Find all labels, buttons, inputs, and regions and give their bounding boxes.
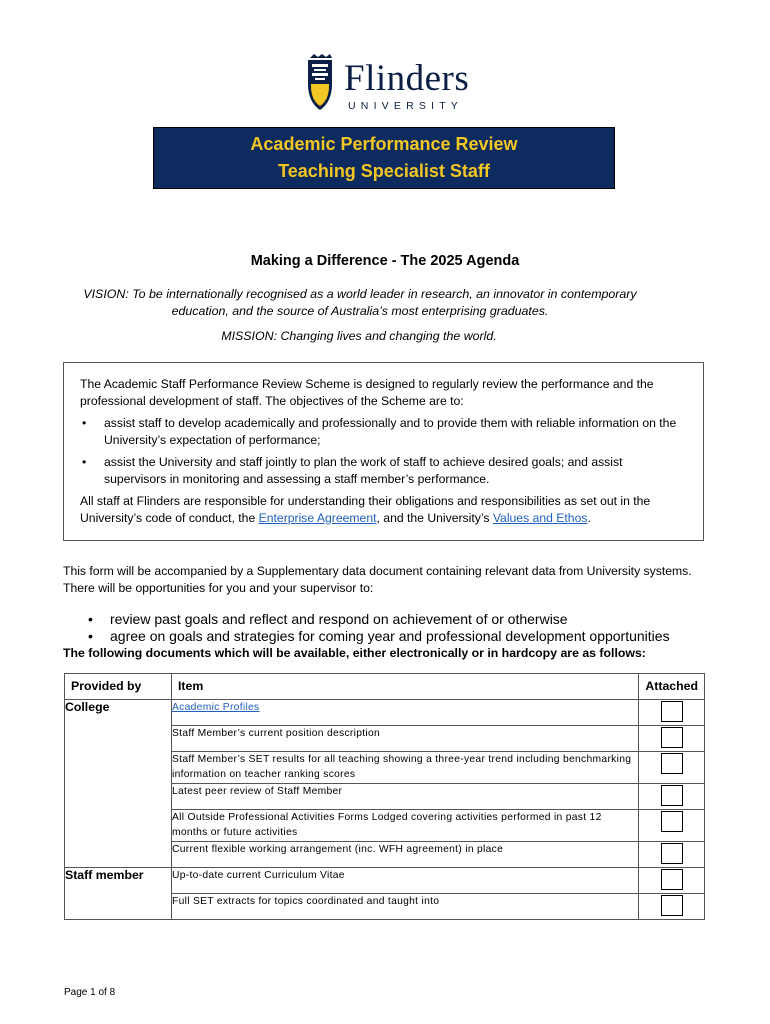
- attached-cell: [639, 726, 705, 752]
- university-crest-icon: [302, 54, 338, 112]
- attached-checkbox[interactable]: [661, 753, 683, 774]
- closing-text-mid: , and the University’s: [376, 510, 493, 525]
- agenda-heading: Making a Difference - The 2025 Agenda: [250, 253, 520, 269]
- attached-checkbox[interactable]: [661, 869, 683, 890]
- attached-cell: [639, 784, 705, 810]
- attached-checkbox[interactable]: [661, 895, 683, 916]
- documents-table: [64, 673, 705, 920]
- item-cell: Full SET extracts for topics coordinated and taught into: [172, 894, 639, 920]
- title-banner: [153, 127, 615, 189]
- attached-cell: [639, 810, 705, 842]
- logo-wordmark: Flinders: [344, 58, 470, 99]
- table-row: [65, 700, 705, 726]
- academic-profiles-link[interactable]: Academic Profiles: [172, 702, 260, 713]
- objectives-list: [80, 415, 687, 487]
- item-cell: Staff Member’s SET results for all teaching showing a three-year trend including benchmarking information on teacher ranking scores: [172, 752, 639, 784]
- enterprise-agreement-link[interactable]: Enterprise Agreement: [258, 510, 377, 525]
- scheme-closing: [80, 493, 687, 526]
- provider-cell: College: [65, 700, 172, 868]
- table-row: [65, 868, 705, 894]
- attached-checkbox[interactable]: [661, 701, 683, 722]
- attached-cell: [639, 894, 705, 920]
- scheme-intro: The Academic Staff Performance Review Scheme is designed to regularly review the performance and the professional development of staff. The objectives of the Scheme are to:: [80, 377, 654, 408]
- objective-item: • assist staff to develop academically and professionally and to provide them with reliable information on the University’s expectation of performance;: [80, 415, 687, 448]
- table-header-row: [65, 674, 705, 700]
- attached-checkbox[interactable]: [661, 727, 683, 748]
- item-cell: Up-to-date current Curriculum Vitae: [172, 868, 639, 894]
- goal-item: • review past goals and reflect and respond on achievement of or otherwise: [88, 611, 728, 628]
- goals-list: [88, 611, 728, 645]
- page-number: Page 1 of 8: [64, 987, 116, 998]
- attached-cell: [639, 752, 705, 784]
- item-cell: Staff Member’s current position description: [172, 726, 639, 752]
- attached-checkbox[interactable]: [661, 785, 683, 806]
- documents-heading: The following documents which will be available, either electronically or in hardcopy are as follows:: [63, 646, 646, 660]
- item-cell: All Outside Professional Activities Forms Lodged covering activities performed in past 12 months or future activities: [172, 810, 639, 842]
- header-item: Item: [172, 674, 639, 700]
- item-cell: Current flexible working arrangement (inc. WFH agreement) in place: [172, 842, 639, 868]
- header-provided-by: Provided by: [65, 674, 172, 700]
- form-intro-text: This form will be accompanied by a Supplementary data document containing relevant data from University systems. There will be opportunities for you and your supervisor to:: [63, 564, 692, 595]
- closing-text: All staff at Flinders are responsible for understanding their obligations and responsibilities as set out in the University’s code of conduct, the: [80, 494, 651, 525]
- banner-title: Academic Performance Review: [250, 134, 518, 154]
- logo-university-text: UNIVERSITY: [348, 100, 464, 112]
- attached-checkbox[interactable]: [661, 811, 683, 832]
- banner-subtitle: Teaching Specialist Staff: [278, 161, 490, 181]
- attached-checkbox[interactable]: [661, 843, 683, 864]
- item-cell: Latest peer review of Staff Member: [172, 784, 639, 810]
- provider-cell: Staff member: [65, 868, 172, 920]
- goal-item: • agree on goals and strategies for coming year and professional development opportunities: [88, 628, 728, 645]
- scheme-info-box: [63, 362, 704, 541]
- mission-statement: MISSION: Changing lives and changing the world.: [221, 329, 497, 343]
- attached-cell: [639, 700, 705, 726]
- header-attached: Attached: [639, 674, 705, 700]
- objective-item: • assist the University and staff jointly to plan the work of staff to achieve desired goals; and assist supervisors in monitoring and assessing a staff member’s performance.: [80, 454, 687, 487]
- closing-text-end: .: [587, 510, 591, 525]
- item-cell: [172, 700, 639, 726]
- attached-cell: [639, 868, 705, 894]
- attached-cell: [639, 842, 705, 868]
- values-ethos-link[interactable]: Values and Ethos: [492, 510, 588, 525]
- vision-statement: VISION: To be internationally recognised as a world leader in research, an innovator in contemporary education, and the source of Australia’s most enterprising graduates.: [83, 287, 637, 318]
